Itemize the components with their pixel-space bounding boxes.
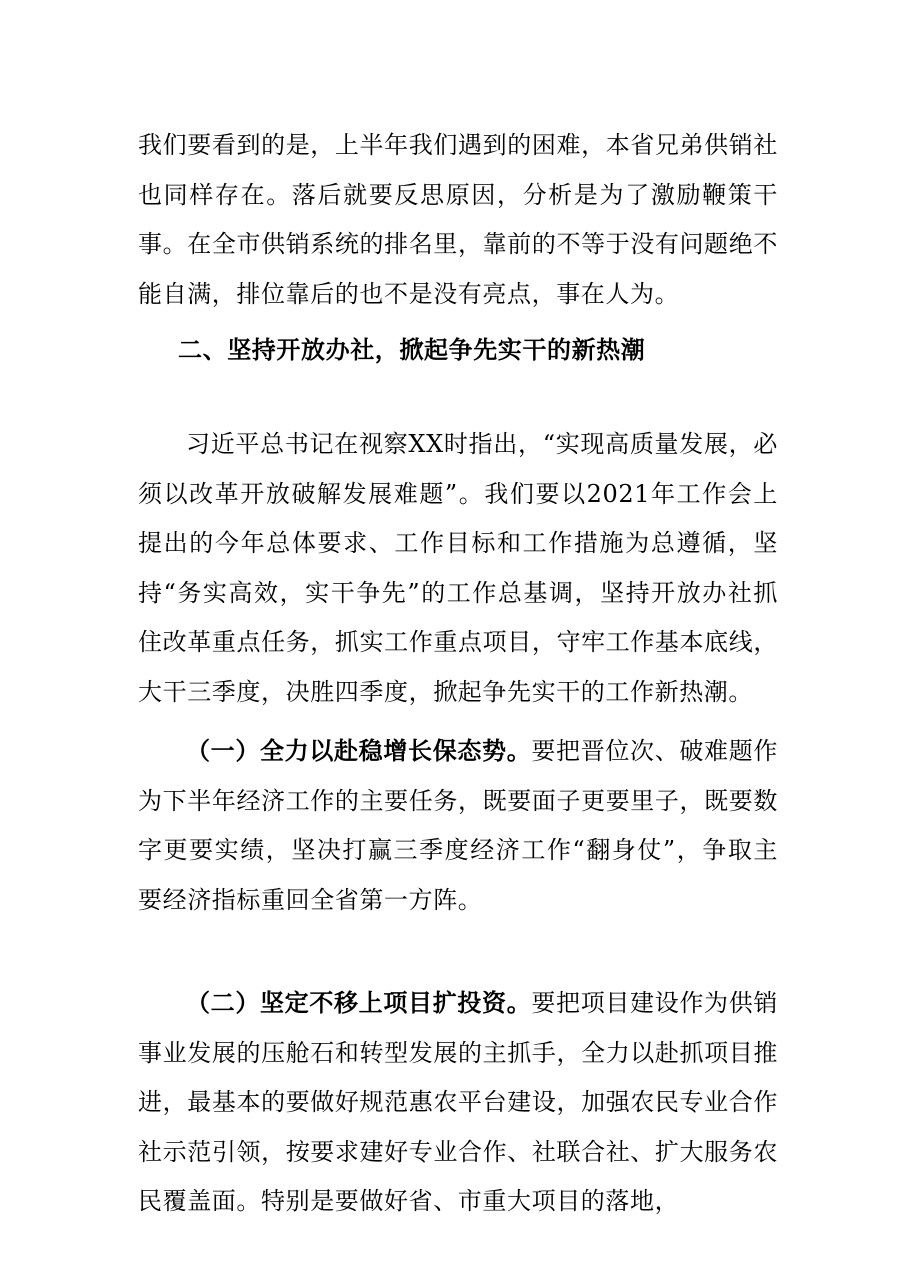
item-body: 要把项目建设作为供销事业发展的压舱石和转型发展的主抓手，全力以赴抓项目推进，最基本的要做好规范惠农平台建设，加强农民专业合作社示范引领，按要求建好专业合作、社联合社、扩大服务农民覆盖面。特别是要做好省、市重大项目的落地， — [138, 989, 778, 1215]
item-body: 要把晋位次、破难题作为下半年经济工作的主要任务，既要面子更要里子，既要数字更要实绩，坚决打赢三季度经济工作“翻身仗”，争取主要经济指标重回全省第一方阵。 — [138, 737, 778, 914]
paragraph-ranking-reflection: 我们要看到的是，上半年我们遇到的困难，本省兄弟供销社也同样存在。落后就要反思原因，分析是为了激励鞭策干事。在全市供销系统的排名里，靠前的不等于没有问题绝不能自满，排位靠后的也不是没有亮点，事在人为。 — [138, 131, 778, 308]
section-heading: 二、坚持开放办社，掀起争先实干的新热潮 — [178, 335, 646, 364]
item-stabilize-growth — [138, 726, 778, 925]
item-projects-investment — [138, 978, 778, 1227]
item-title: （二）坚定不移上项目扩投资。 — [186, 988, 532, 1017]
item-title: （一）全力以赴稳增长保态势。 — [186, 736, 532, 765]
paragraph-reform-opening: 习近平总书记在视察XX时指出，“实现高质量发展，必须以改革开放破解发展难题”。我们要以2021年工作会上提出的今年总体要求、工作目标和工作措施为总遵循，坚持“务实高效，实干争先”的工作总基调，坚持开放办社抓住改革重点任务，抓实工作重点项目，守牢工作基本底线，大干三季度，决胜四季度，掀起争先实干的工作新热潮。 — [138, 430, 778, 706]
